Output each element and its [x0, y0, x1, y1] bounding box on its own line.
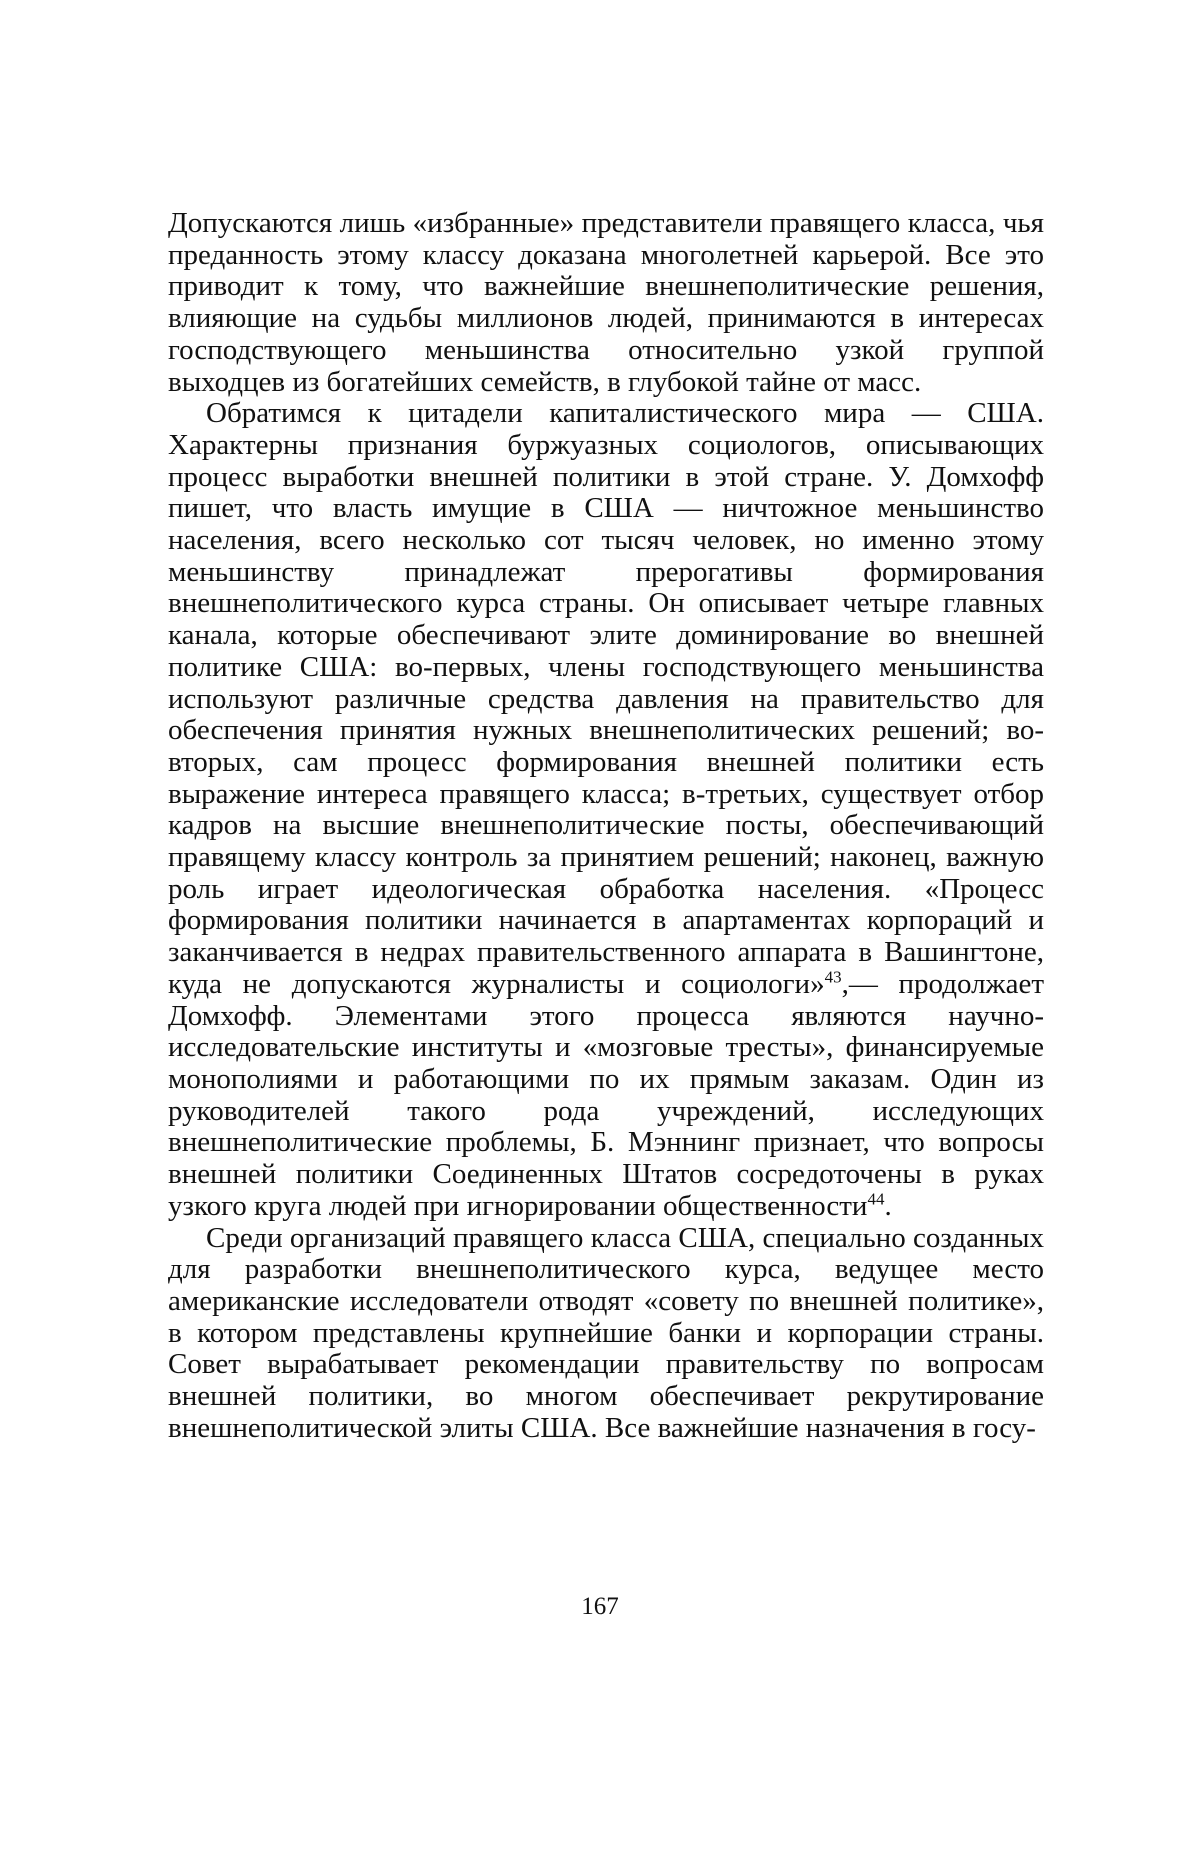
- paragraph-1: Допускаются лишь «избранные» представители правящего класса, чья преданность этому классу доказана многолетней карьерой. Все это приводит к тому, что важнейшие внешнеполитические решения, влияющие на судьбы миллионов людей, принимаются в интересах господствующего меньшинства относительно узкой группой выходцев из богатейших семейств, в глубокой тайне от масс.: [168, 207, 1044, 398]
- paragraph-2-text-a: Обратимся к цитадели капиталистического мира — США. Характерны признания буржуазных социологов, описывающих процесс выработки внешней политики в этой стране. У. Домхофф пишет, что власть имущие в США — ничтожное меньшинство населения, всего несколько сот тысяч человек, но именно этому меньшинству принадлежат прерогативы формирования внешнеполитического курса страны. Он описывает четыре главных канала, которые обеспечивают элите доминирование во внешней политике США: во-первых, члены господствующего меньшинства используют различные средства давления на правительство для обеспечения принятия нужных внешнеполитических решений; во-вторых, сам процесс формирования внешней политики есть выражение интереса правящего класса; в-третьих, существует отбор кадров на высшие внешнеполитические посты, обеспечивающий правящему классу контроль за принятием решений; наконец, важную роль играет идеологическая обработка населения. «Процесс формирования политики начинается в апартаментах корпораций и заканчивается в недрах правительственного аппарата в Вашингтоне, куда не допускаются журналисты и социологи»: [168, 397, 1044, 1000]
- paragraph-3: Среди организаций правящего класса США, специально созданных для разработки внешнеполитического курса, ведущее место американские исследователи отводят «совету по внешней политике», в котором представлены крупнейшие банки и корпорации страны. Совет вырабатывает рекомендации правительству по вопросам внешней политики, во многом обеспечивает рекрутирование внешнеполитической элиты США. Все важнейшие назначения в госу-: [168, 1221, 1044, 1444]
- footnote-ref-44: 44: [867, 1189, 885, 1209]
- page-number: 167: [581, 1593, 619, 1620]
- body-text: [168, 208, 1044, 1444]
- paragraph-2-text-b: ,— продолжает Домхофф. Элементами этого процесса являются научно-исследовательские институты и «мозговые тресты», финансируемые монополиями и работающими по их прямым заказам. Один из руководителей такого рода учреждений, исследующих внешнеполитические проблемы, Б. Мэннинг признает, что вопросы внешней политики Соединенных Штатов сосредоточены в руках узкого круга людей при игнорировании общественности: [168, 967, 1045, 1222]
- paragraph-2-text-c: .: [884, 1189, 892, 1222]
- paragraph-2: [168, 398, 1044, 1222]
- footnote-ref-43: 43: [824, 967, 842, 987]
